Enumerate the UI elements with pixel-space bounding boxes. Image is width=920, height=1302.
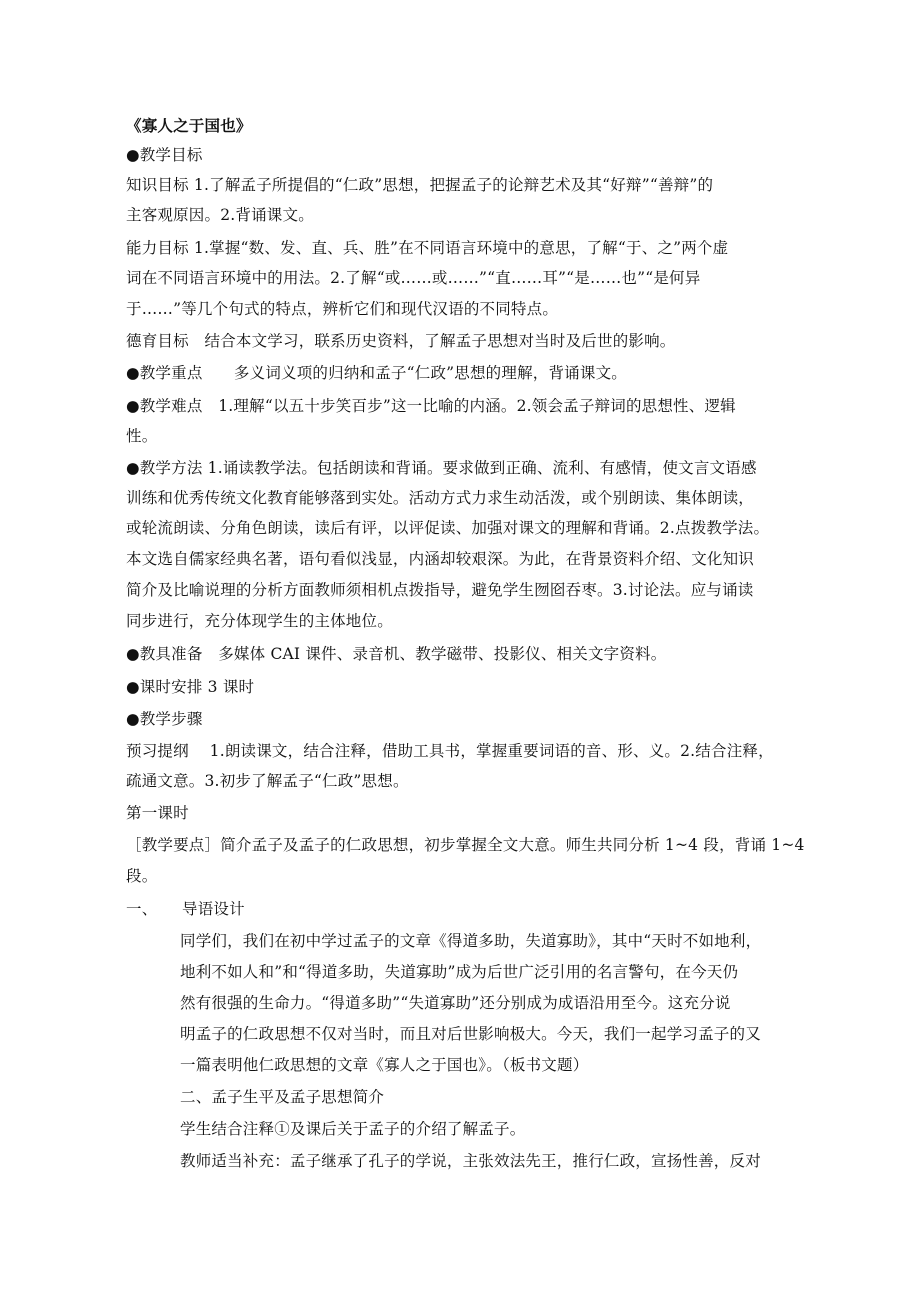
text-line: 地利不如人和”和“得道多助，失道寡助”成为后世广泛引用的名言警句，在今天仍: [180, 963, 739, 981]
text-line: 学生结合注释①及课后关于孟子的介绍了解孟子。: [180, 1120, 526, 1138]
text-line: 或轮流朗读、分角色朗读，读后有评，以评促读、加强对课文的理解和背诵。2.点拨教学法。: [126, 519, 770, 537]
section-heading: 导语设计: [182, 900, 245, 918]
text-line: 同步进行，充分体现学生的主体地位。: [126, 612, 393, 630]
text-line: 然有很强的生命力。“得道多助”“失道寡助”还分别成为成语沿用至今。这充分说: [180, 994, 731, 1012]
text-line: ［教学要点］简介孟子及孟子的仁政思想，初步掌握全文大意。师生共同分析 1~4 段，背诵 1~4: [126, 836, 805, 854]
text-line: 性。: [126, 427, 158, 445]
heading-teaching-goals: ●教学目标: [126, 146, 203, 164]
text-line: 本文选自儒家经典名著，语句看似浅显，内涵却较艰深。为此，在背景资料介绍、文化知识: [126, 550, 755, 568]
heading-teaching-aids: ●教具准备 多媒体 CAI 课件、录音机、教学磁带、投影仪、相关文字资料。: [126, 645, 667, 663]
text-line: 词在不同语言环境中的用法。2.了解“或……或……”“直……耳”“是……也”“是何异: [126, 269, 701, 287]
text-line: 简介及比喻说理的分析方面教师须相机点拨指导，避免学生囫囵吞枣。3.讨论法。应与诵读: [126, 581, 754, 599]
text-line: 知识目标 1.了解孟子所提倡的“仁政”思想，把握孟子的论辩艺术及其“好辩”“善辩”的: [126, 176, 714, 194]
text-line: 一篇表明他仁政思想的文章《寡人之于国也》。（板书文题）: [180, 1056, 589, 1074]
text-line: 训练和优秀传统文化教育能够落到实处。活动方式力求生动活泼，或个别朗读、集体朗读，: [126, 489, 755, 507]
heading-difficulties: ●教学难点 1.理解“以五十步笑百步”这一比喻的内涵。2.领会孟子辩词的思想性、逻辑: [126, 397, 736, 415]
text-line: 段。: [126, 867, 158, 885]
text-line: 疏通文意。3.初步了解孟子“仁政”思想。: [126, 772, 409, 790]
section-number: 一、: [126, 900, 158, 918]
text-line: 同学们，我们在初中学过孟子的文章《得道多助，失道寡助》，其中“天时不如地利，: [180, 932, 762, 950]
text-line: 主客观原因。2.背诵课文。: [126, 206, 314, 224]
heading-methods: ●教学方法 1.诵读教学法。包括朗读和背诵。要求做到正确、流利、有感情，使文言文语感: [126, 459, 757, 477]
subsection-heading: 二、孟子生平及孟子思想简介: [180, 1088, 385, 1106]
text-line: 明孟子的仁政思想不仅对当时，而且对后世影响极大。今天，我们一起学习孟子的又: [180, 1025, 761, 1043]
text-line: 于……”等几个句式的特点，辨析它们和现代汉语的不同特点。: [126, 300, 559, 318]
heading-key-points: ●教学重点 多义词义项的归纳和孟子“仁政”思想的理解，背诵课文。: [126, 364, 627, 382]
heading-first-lesson: 第一课时: [126, 804, 189, 822]
heading-teaching-steps: ●教学步骤: [126, 710, 203, 728]
text-line: 教师适当补充：孟子继承了孔子的学说，主张效法先王，推行仁政，宣扬性善，反对: [180, 1152, 761, 1170]
text-line: 能力目标 1.掌握“数、发、直、兵、胜”在不同语言环境中的意思，了解“于、之”两个虚: [126, 239, 729, 257]
text-line: 德育目标 结合本文学习，联系历史资料，了解孟子思想对当时及后世的影响。: [126, 332, 676, 350]
heading-schedule: ●课时安排 3 课时: [126, 678, 255, 696]
document-title: 《寡人之于国也》: [126, 116, 252, 135]
text-line: 预习提纲 1.朗读课文，结合注释，借助工具书，掌握重要词语的音、形、义。2.结合注释，: [126, 742, 774, 760]
